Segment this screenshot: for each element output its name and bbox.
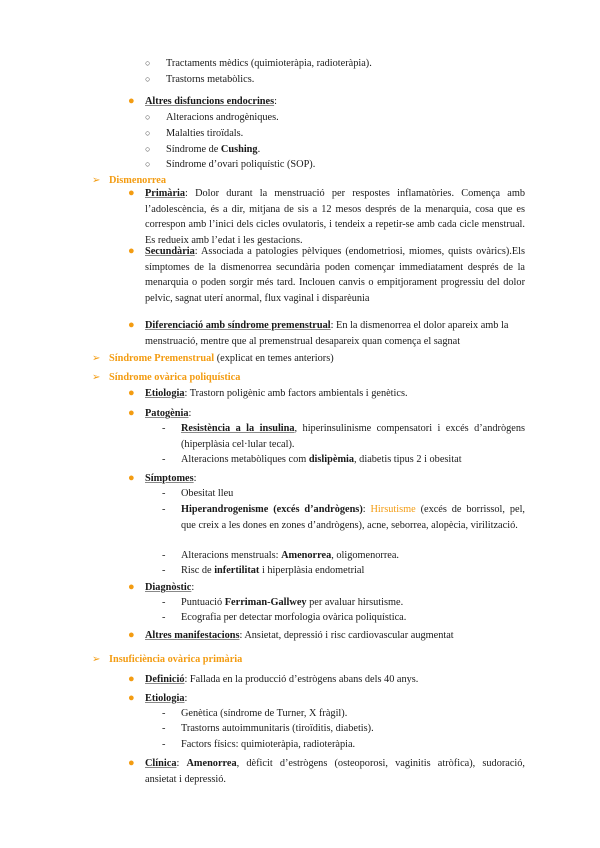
item-label: Etiologia	[145, 388, 185, 399]
dash-bullet: -	[162, 550, 166, 561]
dot-bullet: ●	[128, 472, 135, 484]
list-item	[181, 502, 525, 533]
item-label: Secundària	[145, 246, 195, 257]
arrow-bullet: ➢	[92, 372, 101, 383]
item-sep: :	[362, 504, 371, 515]
list-item	[181, 452, 462, 468]
item-label: Diagnòstic	[145, 582, 192, 593]
arrow-bullet: ➢	[92, 654, 101, 665]
circle-bullet: ○	[145, 112, 151, 122]
list-item: Tractaments mèdics (quimioteràpia, radioteràpia).	[166, 58, 372, 69]
circle-bullet: ○	[145, 144, 151, 154]
dot-bullet: ●	[128, 245, 135, 257]
dash-bullet: -	[162, 723, 166, 734]
paragraph	[145, 318, 531, 349]
circle-bullet: ○	[145, 74, 151, 84]
title-text: Síndrome Premenstrual	[109, 353, 217, 364]
section-title: Insuficiència ovàrica primària	[109, 654, 243, 665]
item-label: Definició	[145, 674, 185, 685]
dot-bullet: ●	[128, 407, 135, 419]
dot-bullet: ●	[128, 187, 135, 199]
paragraph	[145, 186, 525, 248]
item-label: Diferenciació amb síndrome premenstrual	[145, 320, 331, 331]
item-text: (excés de borrissol, pel, que creix a les dones en zones d’andrògens), acne, seborrea, alopècia, virilització.	[181, 504, 526, 531]
item-text: : Associada a patologies pèlviques (endometriosi, miomes, quists ovàrics).Els símptomes de la dismenorrea secundària poden començar immediatament després de la menarquia o poden sorgir més tard. Inclouen canvis o empitjorament progressiu del dolor pelvic, sagnat uterí anormal, flux vaginal i disparèunia	[145, 246, 525, 304]
item-sep: :	[193, 473, 197, 484]
item-bold: Resistència a la insulina	[181, 423, 295, 434]
dash-bullet: -	[162, 597, 166, 608]
item-text: per avaluar hirsutisme.	[306, 597, 404, 608]
item-text: : Ansietat, depressió i risc cardiovascular augmentat	[239, 630, 454, 641]
list-item	[145, 628, 454, 644]
item-text: .	[257, 144, 261, 155]
list-item	[181, 548, 399, 564]
list-item: Malalties tiroïdals.	[166, 128, 244, 139]
item-sep: :	[274, 96, 277, 107]
item-text: Síndrome de	[166, 144, 221, 155]
dash-bullet: -	[162, 423, 166, 434]
dash-bullet: -	[162, 739, 166, 750]
item-label: Altres disfuncions endocrines	[145, 96, 275, 107]
item-label: Etiologia	[145, 693, 185, 704]
list-item	[145, 406, 191, 422]
list-item: Ecografia per detectar morfologia ovàrica poliquística.	[181, 612, 407, 623]
item-sep: :	[191, 582, 195, 593]
paragraph	[145, 244, 525, 306]
item-text: Risc de	[181, 565, 215, 576]
list-item	[145, 386, 408, 402]
list-item: Factors físics: quimioteràpia, radioteràpia.	[181, 739, 356, 750]
item-label: Patogènia	[145, 408, 189, 419]
paragraph	[145, 756, 525, 787]
list-item	[166, 142, 260, 158]
item-text: i hiperplàsia endometrial	[259, 565, 365, 576]
dash-bullet: -	[162, 488, 166, 499]
list-item	[145, 691, 187, 707]
list-item: Síndrome d’ovari poliquístic (SOP).	[166, 159, 316, 170]
item-bold: Amenorrea	[186, 758, 237, 769]
item-text: Alteracions metabòliques com	[181, 454, 309, 465]
title-note: (explicat en temes anteriors)	[216, 353, 334, 364]
dot-bullet: ●	[128, 95, 135, 107]
item-highlight: Hirsutisme	[370, 504, 416, 515]
list-item: Obesitat lleu	[181, 488, 234, 499]
dot-bullet: ●	[128, 581, 135, 593]
section-title: Síndrome ovàrica poliquística	[109, 372, 241, 383]
list-item: Trastorns metabòlics.	[166, 74, 255, 85]
item-label: Primària	[145, 188, 186, 199]
dash-bullet: -	[162, 504, 166, 515]
circle-bullet: ○	[145, 159, 151, 169]
list-item	[145, 94, 277, 110]
item-bold: Amenorrea	[281, 550, 332, 561]
item-text: , dèficit d’estrògens (osteoporosi, vaginitis atròfica), sudoració, ansietat i depressió.	[145, 758, 525, 785]
dot-bullet: ●	[128, 757, 135, 769]
list-item	[181, 421, 525, 452]
list-item	[181, 595, 403, 611]
dash-bullet: -	[162, 565, 166, 576]
dot-bullet: ●	[128, 692, 135, 704]
item-bold: Cushing	[220, 144, 258, 155]
list-item	[145, 471, 197, 487]
dash-bullet: -	[162, 708, 166, 719]
list-item	[145, 580, 194, 596]
dash-bullet: -	[162, 612, 166, 623]
dot-bullet: ●	[128, 629, 135, 641]
item-text: Puntuació	[181, 597, 225, 608]
item-text: , oligomenorrea.	[331, 550, 399, 561]
item-bold: dislipèmia	[308, 454, 355, 465]
list-item	[181, 563, 364, 579]
item-label: Clínica	[145, 758, 177, 769]
circle-bullet: ○	[145, 58, 151, 68]
dash-bullet: -	[162, 454, 166, 465]
arrow-bullet: ➢	[92, 353, 101, 364]
item-text: : Fallada en la producció d’estrògens abans dels 40 anys.	[184, 674, 419, 685]
dot-bullet: ●	[128, 673, 135, 685]
item-text: Alteracions menstruals:	[181, 550, 282, 561]
dot-bullet: ●	[128, 387, 135, 399]
list-item	[145, 672, 418, 688]
item-label: Símptomes	[145, 473, 194, 484]
item-label: Altres manifestacions	[145, 630, 240, 641]
item-text: , diabetis tipus 2 i obesitat	[354, 454, 462, 465]
item-sep: :	[188, 408, 192, 419]
list-item: Alteracions androgèniques.	[166, 112, 279, 123]
item-sep: :	[176, 758, 187, 769]
arrow-bullet: ➢	[92, 175, 101, 186]
list-item: Genètica (síndrome de Turner, X fràgil).	[181, 708, 348, 719]
item-sep: :	[184, 693, 188, 704]
circle-bullet: ○	[145, 128, 151, 138]
section-title	[109, 351, 334, 367]
section-title: Dismenorrea	[109, 175, 166, 186]
dot-bullet: ●	[128, 319, 135, 331]
item-bold: Hiperandrogenisme (excés d’andrògens)	[181, 504, 363, 515]
list-item: Trastorns autoimmunitaris (tiroïditis, diabetis).	[181, 723, 374, 734]
item-text: : Dolor durant la menstruació per respostes inflamatòries. Comença amb l’adolescència, és a dir, mitjana de sis a 12 mesos després de la menarquia, cosa que es correspon amb l’inici dels cicles ovulatoris, i tendeix a repetir-se amb cada cicle menstrual. Es redueix amb l’edat i les gestacions.	[145, 188, 525, 246]
item-bold: infertilitat	[214, 565, 260, 576]
item-text: : Trastorn poligènic amb factors ambientals i genètics.	[184, 388, 408, 399]
item-bold: Ferriman-Gallwey	[224, 597, 307, 608]
item-text: : En la dismenorrea el dolor apareix amb la menstruació, mentre que al premenstrual desapareix quan comença el sagnat	[145, 320, 509, 347]
item-text: , hiperinsulinisme compensatori i excés d’andrògens (hiperplàsia cel·lular tecal).	[181, 423, 525, 450]
